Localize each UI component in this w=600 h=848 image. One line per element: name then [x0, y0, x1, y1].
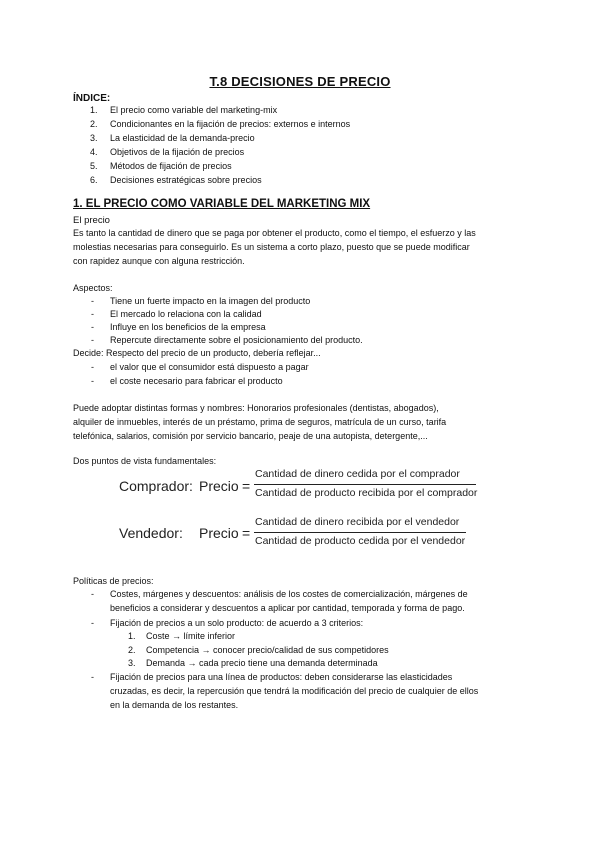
policy-line: Fijación de precios a un solo producto: de acuerdo a 3 criterios:: [110, 618, 364, 628]
viewpoints-label: Dos puntos de vista fundamentales:: [73, 456, 217, 466]
criteria-item: Coste → límite inferior: [146, 631, 236, 641]
dash-bullet: -: [91, 335, 94, 345]
fraction-line: [254, 484, 476, 485]
seller-numerator: Cantidad de dinero recibida por el vendedor: [255, 516, 460, 528]
price-label: Precio: [199, 478, 239, 494]
index-item: Métodos de fijación de precios: [110, 161, 232, 171]
index-heading: ÍNDICE:: [73, 93, 111, 104]
equals-sign: =: [242, 478, 251, 494]
criteria-num: 3.: [128, 658, 136, 668]
criteria-num: 1.: [128, 631, 136, 641]
policy-line: Costes, márgenes y descuentos: análisis de los costes de comercialización, márgenes de: [110, 589, 468, 599]
criteria-num: 2.: [128, 645, 136, 655]
price-label: Precio: [199, 525, 239, 541]
criteria-item: Demanda → cada precio tiene una demanda determinada: [146, 658, 378, 668]
index-item-num: 5.: [90, 161, 98, 171]
aspect-item: Tiene un fuerte impacto en la imagen del producto: [110, 296, 311, 306]
policy-line: cruzadas, es decir, la repercusión que tendrá la modificación del precio de cualquier de ellos: [110, 686, 479, 696]
index-item-num: 4.: [90, 147, 98, 157]
policy-line: beneficios a considerar y descuentos a aplicar por cantidad, temporada y forma de pago.: [110, 603, 465, 613]
forms-line: Puede adoptar distintas formas y nombres: Honorarios profesionales (dentistas, abogados),: [73, 403, 439, 413]
fraction-line: [254, 532, 466, 533]
forms-line: telefónica, salarios, comisión por servicio bancario, peaje de una autopista, detergente,...: [73, 431, 428, 441]
section-heading: 1. EL PRECIO COMO VARIABLE DEL MARKETING MIX: [73, 198, 371, 210]
index-item-num: 3.: [90, 133, 98, 143]
index-item: La elasticidad de la demanda-precio: [110, 133, 255, 143]
dash-bullet: -: [91, 589, 94, 599]
index-item: Decisiones estratégicas sobre precios: [110, 175, 262, 185]
intro-line: con rapidez aunque con alguna restricción.: [73, 256, 245, 266]
page-title: T.8 DECISIONES DE PRECIO: [209, 74, 391, 89]
forms-line: alquiler de inmuebles, interés de un préstamo, prima de seguros, matrícula de un curso, tarifa: [73, 417, 447, 427]
aspects-label: Aspectos:: [73, 283, 113, 293]
dash-bullet: -: [91, 376, 94, 386]
policy-line: Fijación de precios para una línea de productos: deben considerarse las elasticidades: [110, 672, 453, 682]
index-item-num: 1.: [90, 105, 98, 115]
section-subheading: El precio: [73, 215, 110, 226]
buyer-label: Comprador:: [119, 478, 193, 494]
dash-bullet: -: [91, 672, 94, 682]
dash-bullet: -: [91, 362, 94, 372]
index-item: Condicionantes en la fijación de precios: externos e internos: [110, 119, 351, 129]
aspect-item: El mercado lo relaciona con la calidad: [110, 309, 262, 319]
aspect-item: Repercute directamente sobre el posicionamiento del producto.: [110, 335, 363, 345]
decide-item: el valor que el consumidor está dispuesto a pagar: [110, 362, 309, 372]
decide-item: el coste necesario para fabricar el producto: [110, 376, 283, 386]
dash-bullet: -: [91, 309, 94, 319]
intro-line: molestias necesarias para conseguirlo. Es un sistema a corto plazo, puesto que se puede modificar: [73, 242, 470, 252]
buyer-denominator: Cantidad de producto recibida por el comprador: [255, 487, 478, 499]
intro-line: Es tanto la cantidad de dinero que se paga por obtener el producto, como el tiempo, el esfuerzo y las: [73, 228, 476, 238]
policies-label: Políticas de precios:: [73, 576, 154, 586]
index-item-num: 6.: [90, 175, 98, 185]
seller-denominator: Cantidad de producto cedida por el vendedor: [255, 535, 466, 547]
dash-bullet: -: [91, 618, 94, 628]
dash-bullet: -: [91, 296, 94, 306]
index-item: Objetivos de la fijación de precios: [110, 147, 245, 157]
index-item-num: 2.: [90, 119, 98, 129]
policy-line: en la demanda de los restantes.: [110, 700, 239, 710]
seller-label: Vendedor:: [119, 525, 183, 541]
buyer-numerator: Cantidad de dinero cedida por el comprador: [255, 468, 460, 480]
decide-label: Decide: Respecto del precio de un producto, debería reflejar...: [73, 348, 321, 358]
aspect-item: Influye en los beneficios de la empresa: [110, 322, 266, 332]
dash-bullet: -: [91, 322, 94, 332]
index-item: El precio como variable del marketing-mix: [110, 105, 278, 115]
equals-sign: =: [242, 525, 251, 541]
criteria-item: Competencia → conocer precio/calidad de sus competidores: [146, 645, 389, 655]
